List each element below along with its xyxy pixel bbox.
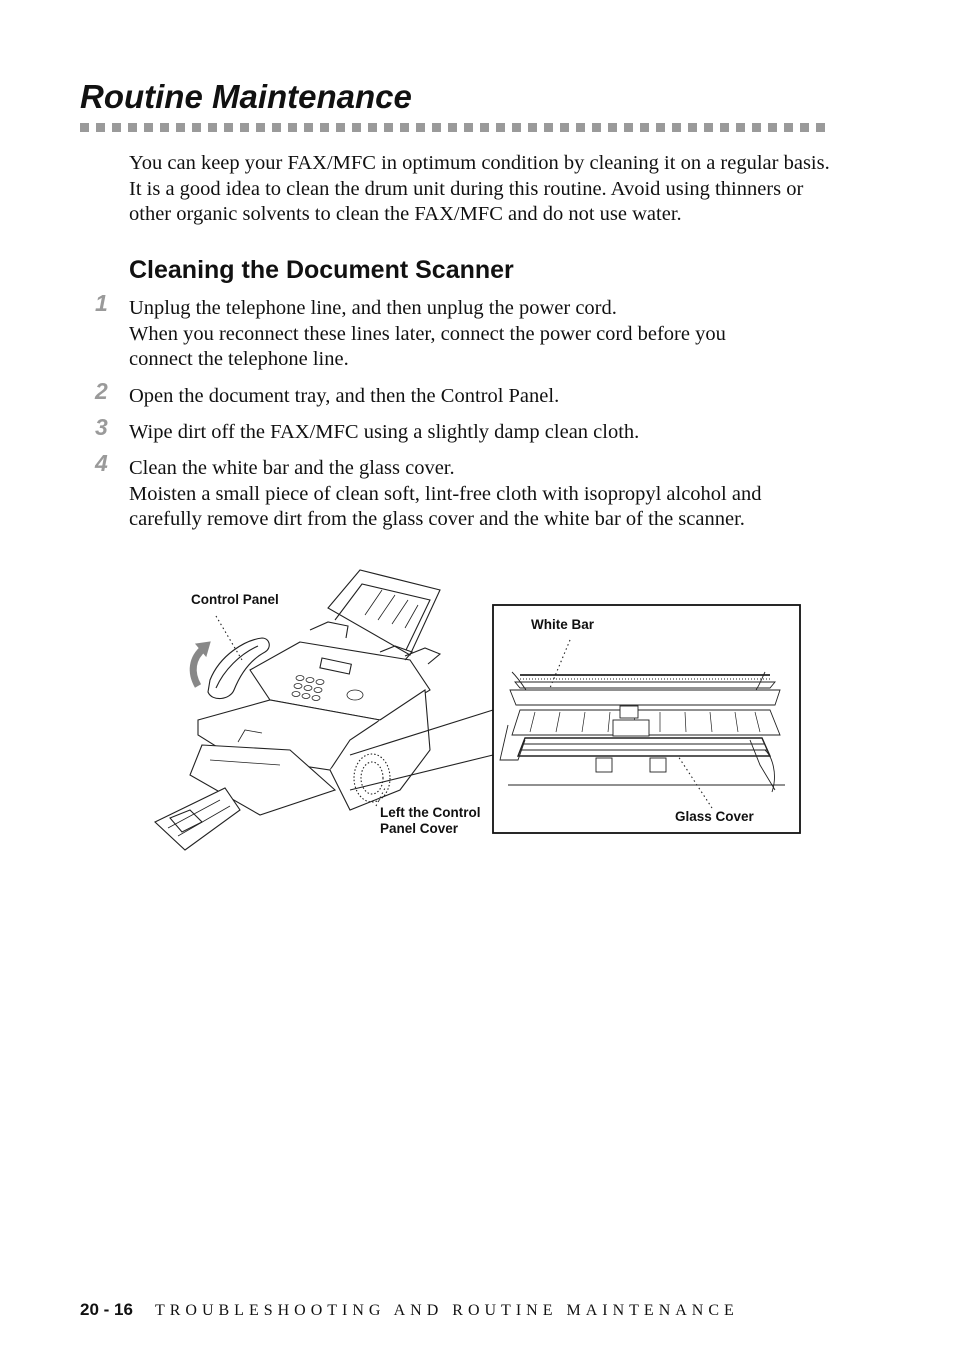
glass-cover-label: Glass Cover	[675, 809, 754, 824]
title-divider	[80, 123, 825, 132]
scanner-illustration	[150, 560, 810, 860]
page-footer	[80, 1300, 739, 1324]
chapter-title: TROUBLESHOOTING AND ROUTINE MAINTENANCE	[154, 1302, 739, 1319]
page-title: Routine Maintenance	[80, 78, 412, 115]
section-heading: Cleaning the Document Scanner	[129, 256, 514, 284]
step-text: Unplug the telephone line, and then unplug the power cord. When you reconnect these lines later, connect the power cord before you connect the telephone line.	[129, 297, 726, 370]
page-number: 20 - 16	[80, 1300, 133, 1319]
white-bar-label: White Bar	[531, 617, 595, 632]
step-text: Open the document tray, and then the Control Panel.	[129, 385, 560, 407]
step-number: 2	[95, 378, 108, 404]
step-number: 4	[95, 450, 108, 476]
step-number: 1	[95, 290, 108, 316]
control-panel-label: Control Panel	[191, 592, 279, 607]
step-text: Wipe dirt off the FAX/MFC using a slightly damp clean cloth.	[129, 421, 640, 443]
left-cover-label: Left the Control Panel Cover	[380, 805, 481, 836]
step-number: 3	[95, 414, 108, 440]
step-text: Clean the white bar and the glass cover. Moisten a small piece of clean soft, lint-free cloth with isopropyl alcohol and carefully remove dirt from the glass cover and the white bar of the scanner.	[129, 457, 762, 530]
intro-paragraph: You can keep your FAX/MFC in optimum condition by cleaning it on a regular basis. It is a good idea to clean the drum unit during this routine. Avoid using thinners or other organic solvents to clean the FAX/MFC and do not use water.	[129, 152, 830, 225]
